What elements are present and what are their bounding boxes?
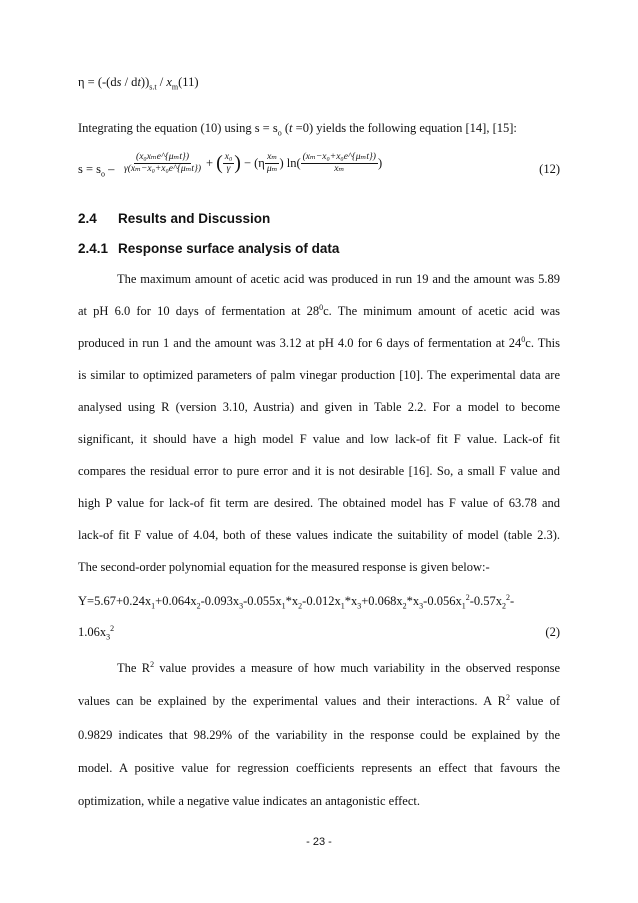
eq12-minus: – — [105, 162, 115, 176]
eq2-term: -0.056x — [423, 594, 462, 608]
eq11-slash: / — [156, 75, 167, 89]
eq12-lhs-sub: o — [101, 169, 106, 179]
equation-11 — [78, 74, 560, 90]
eq2-sup: 2 — [110, 623, 115, 633]
para1-text: The maximum amount of acetic acid was produced in run 19 and the amount was 5.89 — [117, 272, 560, 286]
eq11-sub: s.t — [149, 82, 157, 92]
eq2-term: -0.012x — [302, 594, 341, 608]
para2-sup: 2 — [506, 692, 511, 702]
para2-text: value of — [510, 694, 560, 708]
para1-line — [78, 431, 560, 447]
eq2-sub: 1 — [151, 601, 156, 611]
eq12-ln: ) ln( — [279, 156, 301, 170]
eq12-minus-eta: − (η — [243, 156, 265, 170]
eq11-text: η = (-(d — [78, 75, 117, 89]
eq2-term: - — [510, 594, 515, 608]
equation-12 — [78, 150, 560, 190]
intro-part2: ( — [281, 121, 290, 135]
eq2-sub: 3 — [419, 601, 424, 611]
eq2-term: +0.068x — [361, 594, 403, 608]
para1-line — [78, 271, 560, 287]
para2-text: model. A positive value for regression coefficients represents an effect that favours the — [78, 761, 560, 775]
para1-line — [78, 335, 560, 351]
para2-text: value provides a measure of how much variability in the observed response — [154, 661, 560, 675]
subsection-number: 2.4.1 — [78, 241, 109, 256]
eq2-sub: 3 — [106, 632, 111, 642]
para1-text: at pH 6.0 for 10 days of fermentation at 28 — [78, 304, 320, 318]
eq2-sub: 2 — [298, 601, 303, 611]
eq2-term: +0.064x — [155, 594, 197, 608]
eq2-term: *x — [406, 594, 420, 608]
eq2-sub: 3 — [239, 601, 244, 611]
para1-sup: 0 — [521, 334, 526, 344]
eq2-term: -0.57x — [469, 594, 502, 608]
eq11-number: (11) — [178, 75, 199, 89]
eq12-frac3-den: μₘ — [266, 164, 278, 174]
eq12-fraction-1 — [122, 152, 203, 175]
para2-line — [78, 693, 560, 709]
eq2-sub: 2 — [502, 601, 506, 611]
para1-text: is similar to optimized parameters of palm vinegar production [10]. The experimental data are — [78, 368, 560, 382]
section-title: Results and Discussion — [118, 211, 271, 226]
eq12-paren-open: ( — [216, 152, 223, 174]
eq11-x: x — [166, 75, 172, 89]
eq2-sub: 1 — [461, 601, 466, 611]
eq12-fraction-2 — [223, 152, 235, 175]
eq12-frac2-den: γ — [226, 164, 231, 174]
eq12-frac4-num: (xₘ−x₀+x₀e^{μₘt}) — [302, 152, 376, 162]
subsection-title: Response surface analysis of data — [118, 241, 340, 256]
eq12-fraction-3 — [265, 152, 280, 175]
para2-text: The R — [117, 661, 151, 675]
para1-text: The second-order polynomial equation for the measured response is given below:- — [78, 560, 490, 574]
para1-text: lack-of fit F value of 4.04, both of these values indicate the suitability of model (table 2.3). — [78, 528, 560, 542]
eq2-sup: 2 — [465, 592, 470, 602]
eq2-sub: 2 — [402, 601, 407, 611]
para2-line — [78, 793, 560, 809]
para2-line — [78, 760, 560, 776]
para1-text: high P value for lack-of fit term are desired. The obtained model has F value of 63.78 and — [78, 496, 560, 510]
para1-line — [78, 303, 560, 319]
eq2-term: 1.06x — [78, 625, 107, 639]
intro-sub: o — [277, 128, 282, 138]
eq12-lhs: s = s — [78, 162, 102, 176]
subsection-heading — [78, 241, 560, 257]
para2-sup: 2 — [150, 659, 155, 669]
para2-text: 0.9829 indicates that 98.29% of the variability in the response could be explained by the — [78, 728, 560, 742]
para1-text: produced in run 1 and the amount was 3.12 at pH 4.0 for 6 days of fermentation at 24 — [78, 336, 522, 350]
intro-part1: Integrating the equation (10) using s = s — [78, 121, 278, 135]
eq12-close: ) — [377, 156, 383, 170]
eq11-mid: / d — [121, 75, 138, 89]
eq12-plus: + — [206, 156, 214, 170]
eq12-frac1-den: γ(xₘ−x₀+x₀e^{μₘt}) — [124, 164, 202, 174]
equation-2-line2 — [78, 624, 560, 640]
integration-sentence — [78, 120, 560, 136]
section-heading — [78, 211, 560, 227]
eq12-frac3-num: xₘ — [267, 152, 278, 162]
eq11-close: )) — [140, 75, 150, 89]
eq2-term: *x — [285, 594, 299, 608]
eq11-s: s — [116, 75, 122, 89]
eq11-t: t — [137, 75, 141, 89]
eq2-sub: 2 — [196, 601, 201, 611]
equation-2-line1 — [78, 593, 560, 609]
para2-line — [78, 727, 560, 743]
para1-line — [78, 367, 560, 383]
eq2-term: -0.093x — [200, 594, 240, 608]
para1-text: c. The minimum amount of acetic acid was — [323, 304, 560, 318]
eq12-paren-close: ) — [234, 152, 241, 174]
intro-t: t — [289, 121, 293, 135]
para1-sup: 0 — [319, 302, 324, 312]
eq12-frac1-num: (x₀xₘe^{μₘt}) — [136, 152, 189, 162]
para1-line — [78, 527, 560, 543]
para1-text: analysed using R (version 3.10, Austria) and given in Table 2.2. For a model to become — [78, 400, 560, 414]
eq2-sub: 1 — [340, 601, 345, 611]
eq2-sub: 1 — [281, 601, 286, 611]
para1-line — [78, 495, 560, 511]
para2-text: optimization, while a negative value indicates an antagonistic effect. — [78, 794, 421, 808]
eq12-frac4-den: xₘ — [334, 164, 345, 174]
para1-text: compares the residual error to pure error and it is not desirable [16]. So, a small F value and — [78, 464, 560, 478]
page-number: - 23 - — [306, 836, 332, 848]
section-number: 2.4 — [78, 211, 97, 226]
eq2-term: -0.055x — [243, 594, 282, 608]
eq12-frac2-num: x₀ — [224, 152, 233, 162]
eq2-term: Y=5.67+0.24x — [78, 594, 152, 608]
para1-line — [78, 399, 560, 415]
intro-part3: =0) yields the following equation [14], [15]: — [292, 121, 517, 135]
eq2-number: (2) — [545, 625, 560, 639]
eq2-sub: 3 — [357, 601, 362, 611]
eq12-fraction-4 — [301, 152, 378, 175]
para2-line — [78, 660, 560, 676]
eq2-term: *x — [344, 594, 358, 608]
para1-line — [78, 463, 560, 479]
para2-text: values can be explained by the experimental values and their interactions. A R — [78, 694, 507, 708]
para1-line — [78, 559, 560, 575]
eq12-number: (12) — [539, 162, 560, 176]
eq2-sup: 2 — [506, 592, 510, 602]
para1-text: c. This — [525, 336, 560, 350]
para1-text: significant, it should have a high model F value and low lack-of fit F value. Lack-of fit — [78, 432, 560, 446]
eq11-sub-m: m — [171, 82, 179, 92]
